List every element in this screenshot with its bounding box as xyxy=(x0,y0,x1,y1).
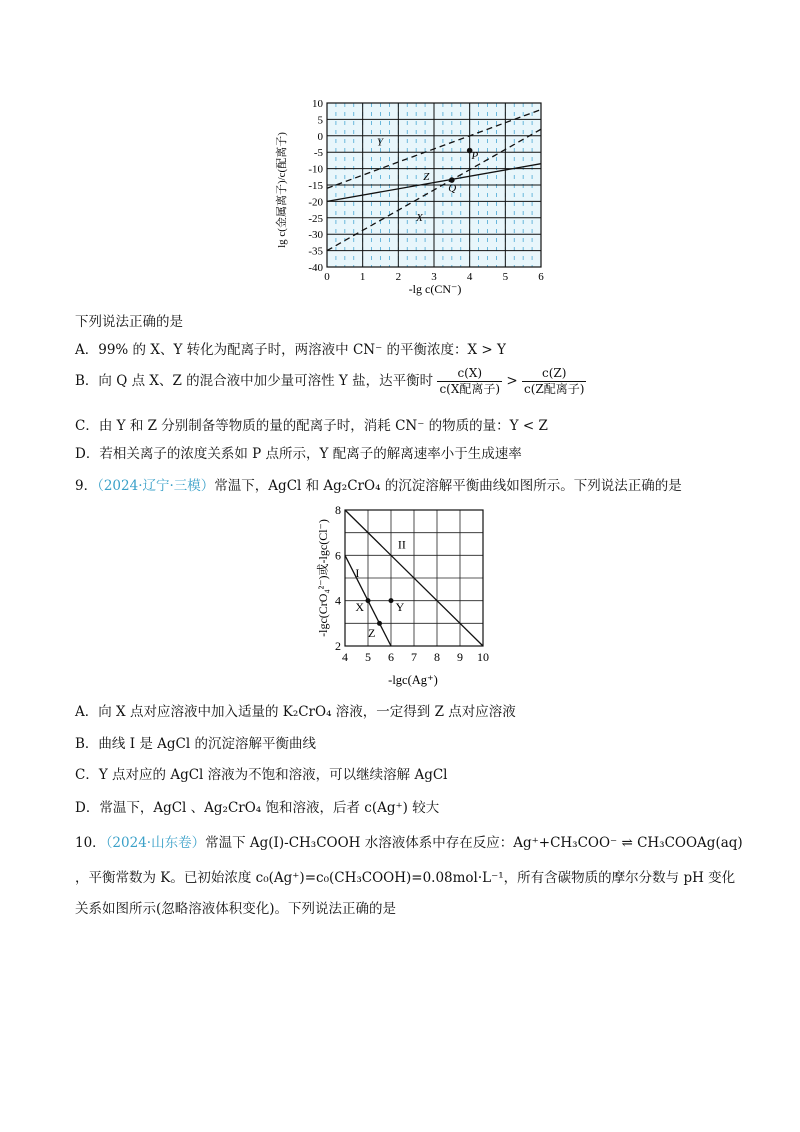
q8-option-b-text: B．向 Q 点 X、Z 的混合液中加少量可溶性 Y 盐，达平衡时 xyxy=(75,373,434,389)
chart2-x-tick-label: 10 xyxy=(477,650,489,664)
chart1-y-tick-label: -25 xyxy=(308,212,323,225)
chart2-y-tick-label: 4 xyxy=(335,593,341,608)
chart1-x-tick-label: 6 xyxy=(538,271,544,283)
chart1-x-tick-label: 0 xyxy=(324,271,330,283)
q9-text: 常温下，AgCl 和 Ag₂CrO₄ 的沉淀溶解平衡曲线如图所示。下列说法正确的是 xyxy=(214,478,682,494)
q9-option-b: B．曲线 I 是 AgCl 的沉淀溶解平衡曲线 xyxy=(75,736,316,752)
q8-option-b xyxy=(75,366,586,397)
chart1-y-tick-label: 10 xyxy=(312,98,323,110)
chart1-x-tick-label: 5 xyxy=(502,271,509,283)
frac2-denominator: c(Z配离子) xyxy=(523,382,585,396)
chart2-x-tick-label: 8 xyxy=(434,650,440,664)
chart1-series-label-Z: Z xyxy=(423,171,430,184)
chart1-y-tick-label: 0 xyxy=(317,130,323,143)
q10-source: （2024·山东卷） xyxy=(105,835,206,851)
chart1-x-tick-label: 2 xyxy=(395,271,402,283)
q9-source: （2024·辽宁·三模） xyxy=(97,478,215,494)
chart2-y-tick-label: 6 xyxy=(335,548,341,563)
chart2-point-label-Y: Y xyxy=(395,599,405,614)
chart1-y-tick-label: -10 xyxy=(308,163,323,176)
chart-ag-precipitation xyxy=(305,500,505,690)
q8-option-b-fraction-1 xyxy=(437,366,502,397)
q8-option-b-operator: > xyxy=(506,373,518,389)
chart1-ylabel: lg c(金属离子)/c(配离子) xyxy=(276,132,288,248)
chart1-x-tick-label: 4 xyxy=(466,271,473,283)
q10-number: 10． xyxy=(75,835,106,851)
q10-text-1: 常温下 Ag(Ⅰ)-CH₃COOH 水溶液体系中存在反应：Ag⁺+CH₃COO⁻ ⇌ CH₃COOAg(aq) xyxy=(205,835,743,851)
chart2-point-label-X: X xyxy=(355,599,365,614)
chart2-ylabel: -lgc(CrO₄²⁻)或-lgc(Cl⁻) xyxy=(316,519,330,637)
chart2-x-tick-label: 5 xyxy=(365,650,371,664)
chart1-y-tick-label: 5 xyxy=(317,114,323,127)
chart1-point-label-Q: Q xyxy=(448,182,457,195)
chart1-point-label-P: P xyxy=(471,149,479,162)
q10-line-2: ，平衡常数为 K。已初始浓度 c₀(Ag⁺)=c₀(CH₃COOH)=0.08mol·L⁻¹，所有含碳物质的摩尔分数与 pH 变化 xyxy=(75,870,736,886)
chart1-y-tick-label: -30 xyxy=(308,229,323,242)
chart1-y-tick-label: -35 xyxy=(308,245,323,258)
chart2-point-X xyxy=(366,598,371,603)
chart2-series-label-II: II xyxy=(397,537,406,552)
chart2-x-tick-label: 7 xyxy=(411,650,417,664)
q9-option-d: D．常温下，AgCl 、Ag₂CrO₄ 饱和溶液，后者 c(Ag⁺) 较大 xyxy=(75,800,440,816)
chart1-x-tick-label: 3 xyxy=(431,271,437,283)
q10-line-1 xyxy=(75,831,743,851)
q8-intro: 下列说法正确的是 xyxy=(75,314,183,330)
q9-number: 9． xyxy=(75,478,98,494)
q9-option-c: C．Y 点对应的 AgCl 溶液为不饱和溶液，可以继续溶解 AgCl xyxy=(75,767,448,783)
chart2-x-tick-label: 9 xyxy=(457,650,463,664)
chart2-point-Z xyxy=(377,621,382,626)
q9-option-a: A．向 X 点对应溶液中加入适量的 K₂CrO₄ 溶液，一定得到 Z 点对应溶液 xyxy=(75,704,516,720)
chart1-xlabel: -lg c(CN⁻) xyxy=(408,282,462,296)
chart2-series-label-I: I xyxy=(355,565,360,580)
chart-cn-complex xyxy=(255,95,555,300)
chart2-point-Y xyxy=(389,598,394,603)
frac1-denominator: c(X配离子) xyxy=(439,382,501,396)
chart2-xlabel: -lgc(Ag⁺) xyxy=(388,673,438,687)
chart1-y-tick-label: -15 xyxy=(308,180,323,192)
chart1-y-tick-label: -20 xyxy=(308,196,323,209)
chart2-y-tick-label: 2 xyxy=(335,639,341,653)
q8-option-d: D．若相关离子的浓度关系如 P 点所示，Y 配离子的解离速率小于生成速率 xyxy=(75,446,522,462)
frac2-numerator: c(Z) xyxy=(522,366,586,382)
chart1-y-tick-label: -5 xyxy=(313,147,323,160)
chart1-series-label-Y: Y xyxy=(376,136,384,149)
chart1-x-tick-label: 1 xyxy=(359,271,366,283)
q9-stem xyxy=(75,474,682,494)
chart2-x-tick-label: 6 xyxy=(388,650,394,664)
chart2-ticks xyxy=(335,503,489,664)
q10-line-3: 关系如图所示(忽略溶液体积变化)。下列说法正确的是 xyxy=(75,901,397,917)
chart2-y-tick-label: 8 xyxy=(335,503,341,517)
frac1-numerator: c(X) xyxy=(437,366,502,382)
chart2-x-tick-label: 4 xyxy=(342,650,348,664)
chart1-y-tick-label: -40 xyxy=(308,262,323,274)
q8-option-b-fraction-2 xyxy=(522,366,586,397)
chart1-series-label-X: X xyxy=(416,212,423,225)
q8-option-c: C．由 Y 和 Z 分别制备等物质的量的配离子时，消耗 CN⁻ 的物质的量：Y < Z xyxy=(75,418,548,434)
q8-option-a: A．99% 的 X、Y 转化为配离子时，两溶液中 CN⁻ 的平衡浓度：X > Y xyxy=(75,342,506,358)
chart2-point-label-Z: Z xyxy=(368,625,376,640)
